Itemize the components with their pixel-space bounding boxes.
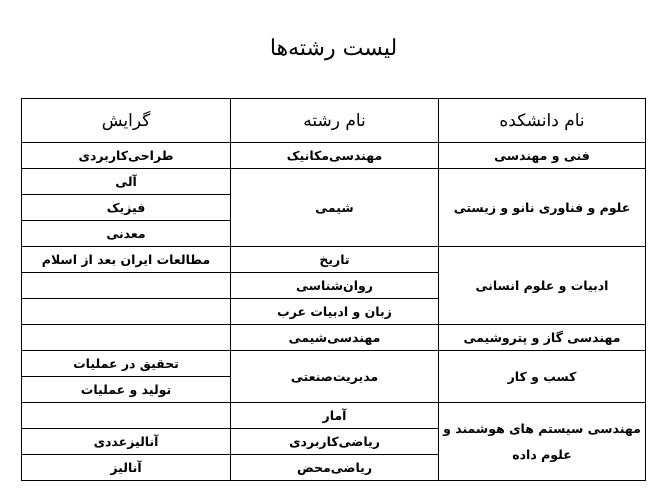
table-row (22, 169, 646, 195)
specialization-cell: آنالیز (22, 455, 231, 481)
table-row (22, 351, 646, 377)
specialization-cell: آنالیزعددی (22, 429, 231, 455)
faculty-cell: مهندسی سیستم های هوشمند و علوم داده (439, 403, 646, 481)
table-row (22, 143, 646, 169)
table-row (22, 403, 646, 429)
major-cell: مهندسی‌مکانیک (231, 143, 439, 169)
table-row (22, 247, 646, 273)
page-title: لیست رشته‌ها (269, 36, 398, 61)
faculty-cell: علوم و فناوری نانو و زیستی (439, 169, 646, 247)
major-cell: شیمی (231, 169, 439, 247)
specialization-cell: تولید و عملیات (22, 377, 231, 403)
header-faculty: نام دانشکده (439, 99, 646, 143)
specialization-cell: معدنی (22, 221, 231, 247)
specialization-cell (22, 273, 231, 299)
major-cell: تاریخ (231, 247, 439, 273)
table-row (22, 325, 646, 351)
major-cell: مدیریت‌صنعتی (231, 351, 439, 403)
major-cell: آمار (231, 403, 439, 429)
major-cell: ریاضی‌کاربردی (231, 429, 439, 455)
faculty-cell: کسب و کار (439, 351, 646, 403)
faculty-cell: ادبیات و علوم انسانی (439, 247, 646, 325)
specialization-cell: مطالعات ایران بعد از اسلام (22, 247, 231, 273)
specialization-cell (22, 299, 231, 325)
specialization-cell (22, 403, 231, 429)
faculty-cell: فنی و مهندسی (439, 143, 646, 169)
faculty-cell: مهندسی گاز و پتروشیمی (439, 325, 646, 351)
majors-table (21, 98, 646, 481)
header-major: نام رشته (231, 99, 439, 143)
major-cell: زبان و ادبیات عرب (231, 299, 439, 325)
specialization-cell: تحقیق در عملیات (22, 351, 231, 377)
specialization-cell: طراحی‌کاربردی (22, 143, 231, 169)
major-cell: ریاضی‌محض (231, 455, 439, 481)
specialization-cell: فیزیک (22, 195, 231, 221)
header-specialization: گرایش (22, 99, 231, 143)
specialization-cell: آلی (22, 169, 231, 195)
major-cell: روان‌شناسی (231, 273, 439, 299)
table-header-row (22, 99, 646, 143)
major-cell: مهندسی‌شیمی (231, 325, 439, 351)
specialization-cell (22, 325, 231, 351)
